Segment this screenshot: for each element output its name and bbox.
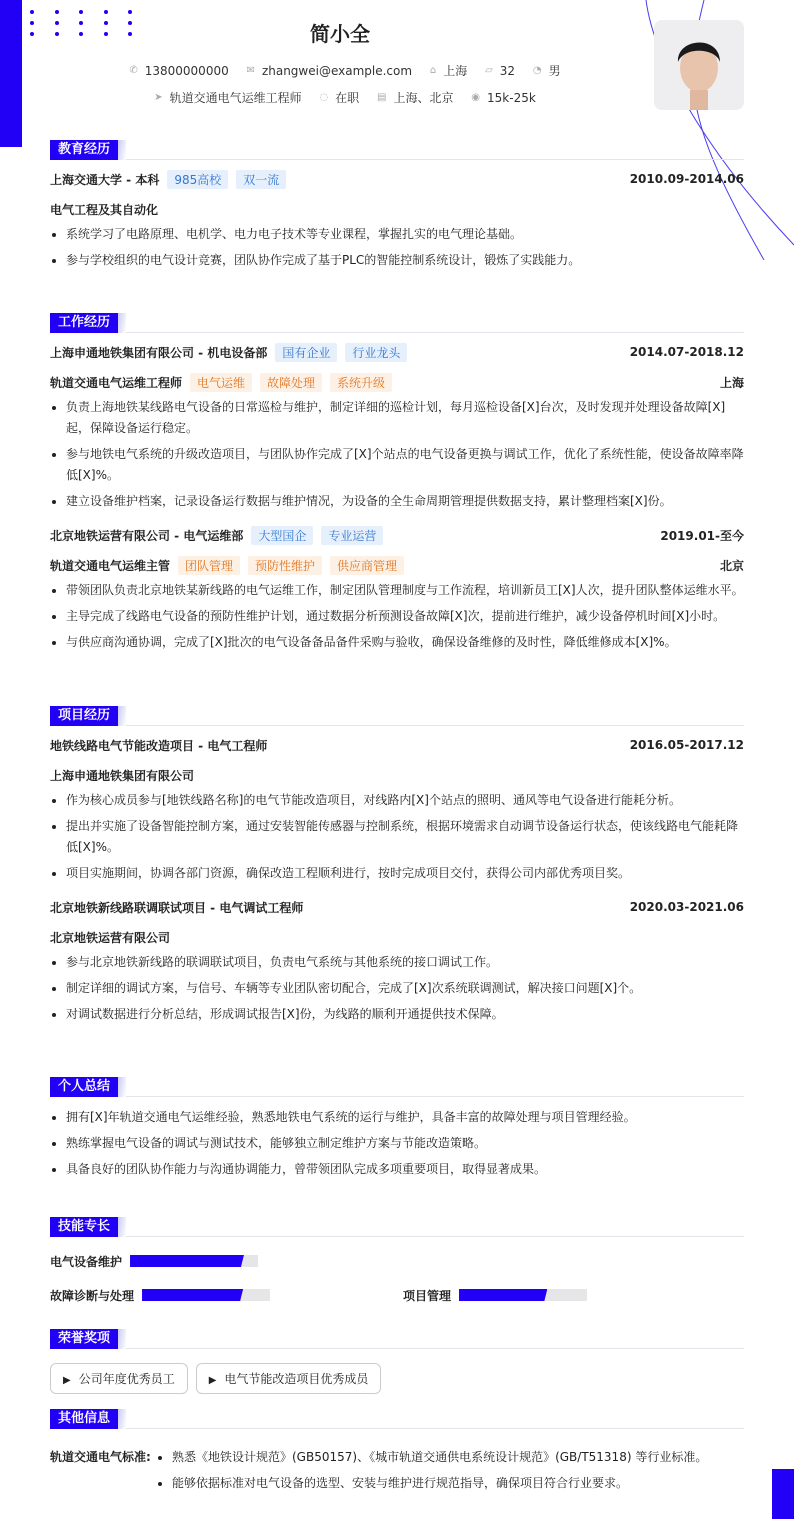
section-header <box>50 1409 744 1429</box>
section-title: 工作经历 <box>50 313 118 333</box>
section-header <box>50 140 744 160</box>
contact-info-row <box>0 62 690 79</box>
dot <box>79 10 83 14</box>
entry-header <box>50 736 744 754</box>
entry-subtitle: 轨道交通电气运维工程师 <box>50 375 183 390</box>
bullet-item: 负责上海地铁某线路电气设备的日常巡检与维护，制定详细的巡检计划，每月巡检设备[X]台次，及时发现并处理设备故障[X]起，保障设备运行稳定。 <box>50 397 744 439</box>
entry-date: 2019.01-至今 <box>660 528 744 543</box>
skill-item <box>50 1285 403 1305</box>
bullet-item: 对调试数据进行分析总结，形成调试报告[X]份，为线路的顺利开通提供技术保障。 <box>50 1004 744 1025</box>
bullet-list <box>156 1447 707 1494</box>
skill-tag: 供应商管理 <box>330 556 404 575</box>
entry-title-group <box>50 343 407 362</box>
bullet-item: 作为核心成员参与[地铁线路名称]的电气节能改造项目，对线路内[X]个站点的照明、通风等电气设备进行能耗分析。 <box>50 790 744 811</box>
bullet-item: 带领团队负责北京地铁某新线路的电气运维工作，制定团队管理制度与工作流程，培训新员工[X]人次，提升团队整体运维水平。 <box>50 580 744 601</box>
email: zhangwei@example.com <box>261 63 413 78</box>
entry-tag: 国有企业 <box>275 343 337 362</box>
bullet-item: 建立设备维护档案，记录设备运行数据与维护情况，为设备的全生命周期管理提供数据支持，累计整理档案[X]份。 <box>50 491 744 512</box>
entry-tag: 行业龙头 <box>345 343 407 362</box>
bullet-item: 拥有[X]年轨道交通电气运维经验，熟悉地铁电气系统的运行与维护，具备丰富的故障处理与项目管理经验。 <box>50 1107 744 1128</box>
send-icon: ➤ <box>154 92 163 103</box>
entry-title: 北京地铁新线路联调联试项目 - 电气调试工程师 <box>50 900 304 915</box>
entry-subtitle: 上海申通地铁集团有限公司 <box>50 768 195 783</box>
entry-title-group <box>50 899 303 916</box>
other-info-row <box>50 1447 744 1499</box>
entry-subheader <box>50 556 744 574</box>
skill-level-fill <box>459 1289 547 1301</box>
section-header <box>50 1329 744 1349</box>
entry-location: 北京 <box>719 558 744 573</box>
bullet-item: 制定详细的调试方案，与信号、车辆等专业团队密切配合，完成了[X]次系统联调测试，解决接口问题[X]个。 <box>50 978 744 999</box>
city: 上海 <box>443 64 468 78</box>
section-other <box>50 1409 744 1499</box>
job-intent-row <box>0 89 690 106</box>
entry-subtitle: 电气工程及其自动化 <box>50 202 159 217</box>
bullet-list <box>50 1107 744 1180</box>
bullet-item: 熟悉《地铁设计规范》(GB50157)、《城市轨道交通供电系统设计规范》(GB/T51318) 等行业标准。 <box>156 1447 707 1468</box>
bullet-list <box>50 952 744 1025</box>
bullet-list <box>50 397 744 512</box>
skill-tag: 系统升级 <box>330 373 392 392</box>
section-summary <box>50 1077 744 1185</box>
entry-title: 上海申通地铁集团有限公司 - 机电设备部 <box>50 345 268 360</box>
entry-tag: 985高校 <box>167 170 228 189</box>
section-title: 个人总结 <box>50 1077 118 1097</box>
bullet-list <box>50 224 744 271</box>
bullet-item: 参与学校组织的电气设计竞赛，团队协作完成了基于PLC的智能控制系统设计，锻炼了实践能力。 <box>50 250 744 271</box>
entry-subheader <box>50 928 744 946</box>
dot <box>55 10 59 14</box>
entry-date: 2020.03-2021.06 <box>629 900 744 914</box>
entry-date: 2010.09-2014.06 <box>629 172 744 186</box>
skill-level-bar <box>459 1289 587 1301</box>
section-header <box>50 706 744 726</box>
section-title: 技能专长 <box>50 1217 118 1237</box>
skill-item <box>403 1285 587 1305</box>
skill-name: 故障诊断与处理 <box>50 1288 135 1303</box>
entry-header <box>50 343 744 361</box>
entry-title-group <box>50 170 286 189</box>
skill-level-bar <box>142 1289 270 1301</box>
position: 轨道交通电气运维工程师 <box>169 91 302 105</box>
gender-icon: ◔ <box>532 65 542 76</box>
entry-header <box>50 526 744 544</box>
entry-subtitle: 北京地铁运营有限公司 <box>50 930 171 945</box>
right-accent-bar <box>772 1469 794 1519</box>
honor-badge[interactable]: ▶ 电气节能改造项目优秀成员 <box>196 1363 382 1394</box>
bullet-item: 主导完成了线路电气设备的预防性维护计划，通过数据分析预测设备故障[X]次，提前进行维护，减少设备停机时间[X]小时。 <box>50 606 744 627</box>
entry-header <box>50 170 744 188</box>
honor-list <box>50 1363 744 1394</box>
entry-title: 上海交通大学 - 本科 <box>50 172 160 187</box>
entry-sub-group <box>50 373 392 392</box>
entry-tag: 大型国企 <box>251 526 313 545</box>
home-icon: ⌂ <box>429 65 437 76</box>
bullet-item: 熟练掌握电气设备的调试与测试技术，能够独立制定维护方案与节能改造策略。 <box>50 1133 744 1154</box>
building-icon: ▤ <box>377 92 387 103</box>
email-icon: ✉ <box>246 65 255 76</box>
entry-sub-group <box>50 929 170 946</box>
dot <box>128 10 132 14</box>
bullet-item: 系统学习了电路原理、电机学、电力电子技术等专业课程，掌握扎实的电气理论基础。 <box>50 224 744 245</box>
bullet-item: 参与地铁电气系统的升级改造项目，与团队协作完成了[X]个站点的电气设备更换与调试工作，优化了系统性能，使设备故障率降低[X]%。 <box>50 444 744 486</box>
section-header <box>50 1217 744 1237</box>
bullet-item: 参与北京地铁新线路的联调联试项目，负责电气系统与其他系统的接口调试工作。 <box>50 952 744 973</box>
skill-item <box>50 1251 403 1271</box>
entry-tag: 专业运营 <box>321 526 383 545</box>
honor-badge[interactable]: ▶ 公司年度优秀员工 <box>50 1363 188 1394</box>
entry-sub-group <box>50 767 194 784</box>
bullet-item: 与供应商沟通协调，完成了[X]批次的电气设备备品备件采购与验收，确保设备维修的及时性，降低维修成本[X]%。 <box>50 632 744 653</box>
entry-sub-group <box>50 556 404 575</box>
age-icon: ▱ <box>485 65 493 76</box>
status: 在职 <box>335 91 360 105</box>
salary: 15k-25k <box>487 90 536 105</box>
bullet-list <box>50 790 744 884</box>
other-info-values <box>156 1447 707 1499</box>
skill-level-fill <box>130 1255 244 1267</box>
section-sections-0 <box>50 140 744 276</box>
section-title: 教育经历 <box>50 140 118 160</box>
entry-date: 2014.07-2018.12 <box>629 345 744 359</box>
age: 32 <box>499 63 516 78</box>
section-title: 其他信息 <box>50 1409 118 1429</box>
skill-name: 项目管理 <box>403 1288 452 1303</box>
skill-tag: 故障处理 <box>260 373 322 392</box>
bullet-item: 项目实施期间，协调各部门资源，确保改造工程顺利进行，按时完成项目交付，获得公司内部优秀项目奖。 <box>50 863 744 884</box>
gender: 男 <box>548 64 561 78</box>
entry-title: 北京地铁运营有限公司 - 电气运维部 <box>50 528 244 543</box>
entry-subheader <box>50 200 744 218</box>
section-sections-2 <box>50 706 744 1030</box>
section-header <box>50 1077 744 1097</box>
phone: 13800000000 <box>144 63 229 78</box>
entry-subheader <box>50 766 744 784</box>
skill-name: 电气设备维护 <box>50 1254 123 1269</box>
entry-title-group <box>50 737 267 754</box>
target-cities: 上海、北京 <box>393 91 454 105</box>
entry-header <box>50 898 744 916</box>
entry-location: 上海 <box>719 375 744 390</box>
skill-tag: 预防性维护 <box>248 556 322 575</box>
entry-title: 地铁线路电气节能改造项目 - 电气工程师 <box>50 738 268 753</box>
section-skills <box>50 1217 744 1319</box>
status-icon: ◌ <box>319 92 329 103</box>
salary-icon: ◉ <box>471 92 481 103</box>
dot <box>104 10 108 14</box>
entry-subtitle: 轨道交通电气运维主管 <box>50 558 171 573</box>
phone-icon: ✆ <box>129 65 138 76</box>
entry-tag: 双一流 <box>236 170 286 189</box>
section-title: 荣誉奖项 <box>50 1329 118 1349</box>
avatar-photo <box>654 20 744 110</box>
dot <box>30 10 34 14</box>
section-header <box>50 313 744 333</box>
section-sections-1 <box>50 313 744 658</box>
skill-list <box>50 1251 744 1319</box>
other-info-label: 轨道交通电气标准: <box>50 1450 151 1464</box>
entry-title-group <box>50 526 383 545</box>
bullet-list <box>50 580 744 653</box>
entry-sub-group <box>50 201 158 218</box>
skill-tag: 电气运维 <box>190 373 252 392</box>
bullet-item: 提出并实施了设备智能控制方案，通过安装智能传感器与控制系统，根据环境需求自动调节设备运行状态，使该线路电气能耗降低[X]%。 <box>50 816 744 858</box>
entry-subheader <box>50 373 744 391</box>
skill-level-bar <box>130 1255 258 1267</box>
bullet-item: 具备良好的团队协作能力与沟通协调能力，曾带领团队完成多项重要项目，取得显著成果。 <box>50 1159 744 1180</box>
entry-date: 2016.05-2017.12 <box>629 738 744 752</box>
bullet-item: 能够依据标准对电气设备的选型、安装与维护进行规范指导，确保项目符合行业要求。 <box>156 1473 707 1494</box>
skill-tag: 团队管理 <box>178 556 240 575</box>
skill-level-fill <box>142 1289 243 1301</box>
section-honors <box>50 1329 744 1394</box>
candidate-name: 简小全 <box>310 22 370 46</box>
section-title: 项目经历 <box>50 706 118 726</box>
